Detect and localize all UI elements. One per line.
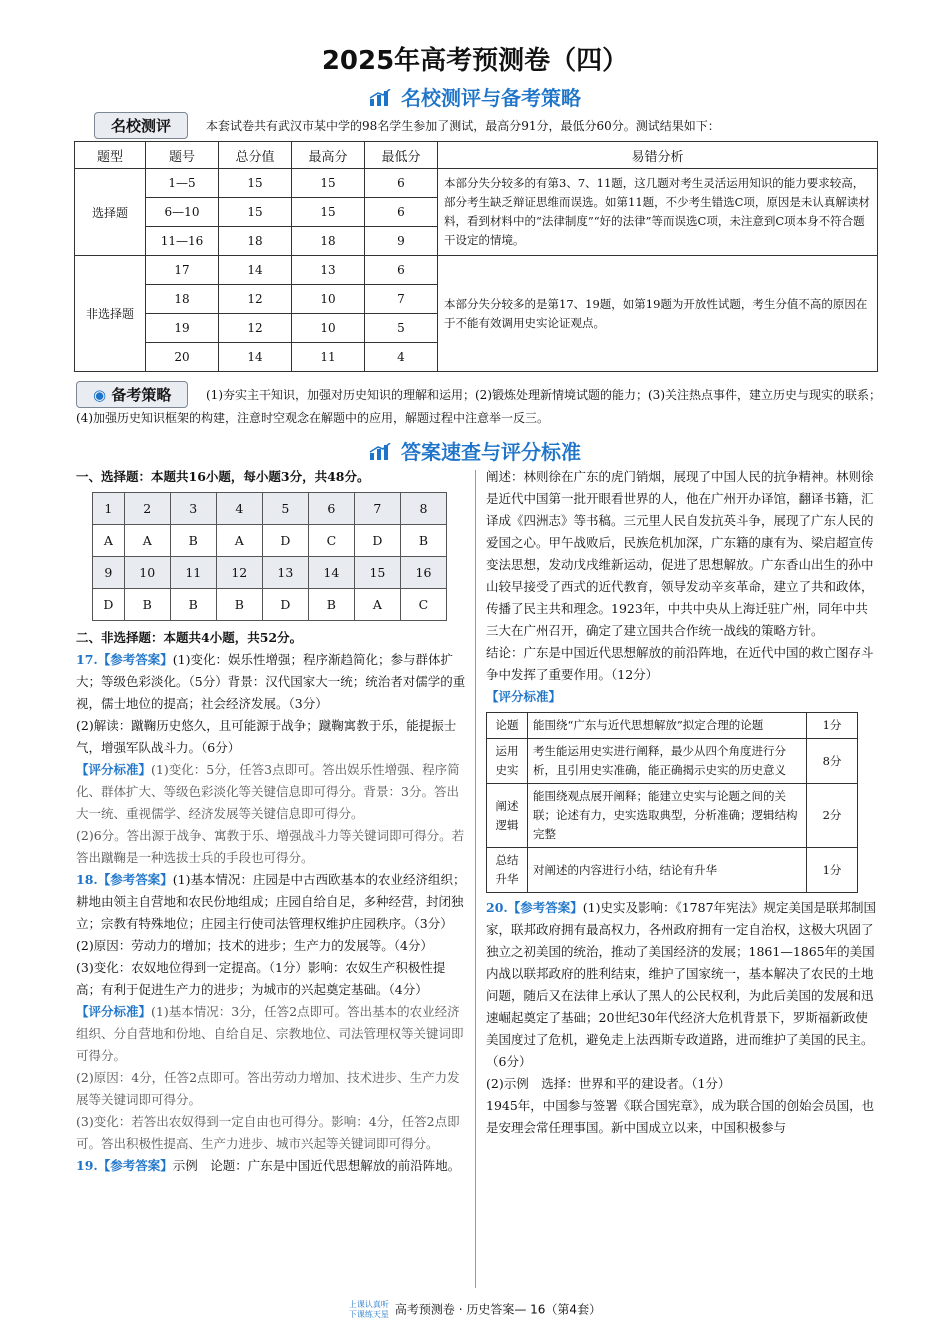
group-type: 选择题 (75, 169, 146, 256)
q20-answer-1 (486, 897, 878, 1073)
question-number: 13 (262, 557, 308, 589)
header-cell: 最低分 (365, 142, 438, 169)
answer-heading (0, 436, 950, 465)
answer-letter: C (308, 525, 354, 557)
table-cell: 6 (365, 256, 438, 285)
table-cell: 6 (365, 198, 438, 227)
score-label: 【评分标准】 (76, 762, 152, 777)
question-number: 1 (93, 493, 125, 525)
question-number: 9 (93, 557, 125, 589)
header-cell: 最高分 (292, 142, 365, 169)
q19-conclusion: 结论：广东是中国近代思想解放的前沿阵地，在近代中国的救亡图存斗争中发挥了重要作用。（12分） (486, 645, 874, 682)
q20-answer-part1: (1)史实及影响：《1787年宪法》规定美国是联邦制国家，联邦政府拥有最高权力，各州政府拥有一定自治权，这极大巩固了独立之初美国的统治，推动了美国经济的发展；1861—1865年的美国内战以联邦政府的胜利结束，维护了国家统一，基本解决了农民的土地问题，随后又在法律上承认了黑人的公民权利，为此后美国的发展和迅速崛起奠定了基础；20世纪30年代经济大危机背景下，罗斯福新政使美国度过了危机，避免走上法西斯专政道路，进而维护了美国的民主。（6分） (486, 900, 877, 1069)
right-column (486, 466, 878, 1139)
table-cell: 11—16 (146, 227, 219, 256)
table-cell: 13 (292, 256, 365, 285)
ref-label: 【参考答案】 (507, 900, 583, 915)
rubric-desc: 能围绕“广东与近代思想解放”拟定合理的论题 (528, 713, 807, 739)
column-divider (475, 470, 476, 1288)
answer-letter: D (93, 589, 125, 621)
rubric-key: 运用史实 (487, 739, 528, 784)
school-test-intro: 本套试卷共有武汉市某中学的98名学生参加了测试，最高分91分，最低分60分。测试结果如下： (206, 119, 720, 133)
table-cell: 4 (365, 343, 438, 372)
target-icon: ◉ (93, 386, 107, 404)
score-label: 【评分标准】 (76, 1004, 152, 1019)
bar-chart-icon (369, 443, 391, 461)
question-number: 5 (262, 493, 308, 525)
ref-label: 【参考答案】 (97, 1158, 173, 1173)
table-cell: 14 (219, 343, 292, 372)
table-cell: 19 (146, 314, 219, 343)
table-cell: 9 (365, 227, 438, 256)
table-cell: 20 (146, 343, 219, 372)
q17-answer-part1: (1)变化：娱乐性增强；程序渐趋简化；参与群体扩大；等级色彩淡化。（5分）背景：汉代国家大一统；统治者对儒学的重视，儒士地位的提高；社会经济发展。（3分） (76, 652, 466, 711)
answer-letter: A (216, 525, 262, 557)
score-label: 【评分标准】 (486, 689, 562, 704)
q18-answer-part1: (1)基本情况：庄园是中古西欧基本的农业经济组织；耕地由领主自营地和农民份地组成；庄园自给自足，多种经营，封闭独立；宗教有特殊地位；庄园主行使司法管理权维护庄园秩序。（3分） (76, 872, 466, 931)
answer-letter: B (170, 589, 216, 621)
q17-score-2: (2)6分。答出源于战争、寓教于乐、增强战斗力等关键词即可得分。若答出蹴鞠是一种选拔士兵的手段也可得分。 (76, 828, 465, 865)
ref-label: 【参考答案】 (97, 872, 173, 887)
table-cell: 11 (292, 343, 365, 372)
question-number: 2 (124, 493, 170, 525)
answer-letter: D (354, 525, 400, 557)
answer-letter: B (308, 589, 354, 621)
mc-heading: 一、选择题：本题共16小题，每小题3分，共48分。 (76, 469, 370, 484)
q18-answer-2: (2)原因：劳动力的增加；技术的进步；生产力的发展等。（4分） (76, 938, 433, 953)
q20-answer-3: 1945年，中国参与签署《联合国宪章》，成为联合国的创始会员国，也是安理会常任理事国。新中国成立以来，中国积极参与 (486, 1098, 875, 1135)
answer-letter: D (262, 589, 308, 621)
left-column (76, 466, 468, 1177)
q19-example: 示例 (172, 1158, 198, 1173)
table-cell: 1—5 (146, 169, 219, 198)
q18-score-2: (2)原因：4分，任答2点即可。答出劳动力增加、技术进步、生产力发展等关键词即可得分。 (76, 1070, 460, 1107)
answer-letter: A (93, 525, 125, 557)
table-cell: 18 (219, 227, 292, 256)
q17-score-1: (1)变化：5分，任答3点即可。答出娱乐性增强、程序简化、群体扩大、等级色彩淡化等关键信息即可得分。背景：3分。答出大一统、重视儒学、经济发展等关键信息即可得分。 (76, 762, 460, 821)
question-number: 14 (308, 557, 354, 589)
header-cell: 易错分析 (438, 142, 878, 169)
answer-letter: C (400, 589, 446, 621)
q19-number: 19. (76, 1158, 98, 1173)
q18-answer-1 (76, 869, 468, 935)
header-cell: 总分值 (219, 142, 292, 169)
table-cell: 5 (365, 314, 438, 343)
answer-letter: B (216, 589, 262, 621)
rubric-score: 1分 (807, 848, 858, 893)
table-cell: 12 (219, 285, 292, 314)
q19-thesis: 论题：广东是中国近代思想解放的前沿阵地。 (210, 1158, 461, 1173)
rubric-score: 2分 (807, 784, 858, 848)
q18-answer-3: (3)变化：农奴地位得到一定提高。（1分）影响：农奴生产积极性提高；有利于促进生产力的进步；为城市的兴起奠定基础。（4分） (76, 960, 446, 997)
page-title: 2025年高考预测卷（四） (321, 46, 629, 76)
evaluation-heading (0, 82, 950, 111)
table-cell: 10 (292, 285, 365, 314)
rubric-desc: 能围绕观点展开阐释；能建立史实与论题之间的关联；论述有力，史实选取典型，分析准确；逻辑结构完整 (528, 784, 807, 848)
answer-letter: A (354, 589, 400, 621)
q19-argument: 阐述：林则徐在广东的虎门销烟，展现了中国人民的抗争精神。林则徐是近代中国第一批开眼看世界的人，他在广州开办译馆，翻译书籍，汇译成《四洲志》等书稿。三元里人民自发抗英斗争，展现了广东人民的爱国之心。甲午战败后，民族危机加深，广东籍的康有为、梁启超宣传变法思想，发动戊戌维新运动，促进了思想解放。广东香山出生的孙中山较早接受了西式的近代教育，领导发动辛亥革命，建立了共和政体，传播了民主共和理念。1923年，中共中央从上海迁驻广州，同年中共三大在广州召开，确定了建立国共合作统一战线的策略方针。 (486, 469, 874, 638)
evaluation-heading-text: 名校测评与备考策略 (401, 86, 581, 110)
q20-answer-2: (2)示例 选择：世界和平的建设者。（1分） (486, 1076, 731, 1091)
q17-answer-1 (76, 649, 468, 715)
table-cell: 12 (219, 314, 292, 343)
analysis-cell: 本部分失分较多的有第3、7、11题，这几题对考生灵活运用知识的能力要求较高，部分考生缺乏辩证思维而误选。如第11题，不少考生错选C项，原因是未认真解读材料，看到材料中的“法律制度”“好的法律”等而误选C项，未注意到C项本身不符合题干设定的情境。 (438, 169, 878, 256)
header-cell: 题型 (75, 142, 146, 169)
q19-rubric-table (486, 712, 858, 893)
stats-table (74, 141, 878, 372)
rubric-key: 阐述逻辑 (487, 784, 528, 848)
answer-letter: B (124, 589, 170, 621)
table-cell: 6—10 (146, 198, 219, 227)
q17-answer-2: (2)解读：蹴鞠历史悠久，且可能源于战争；蹴鞠寓教于乐，能提振士气，增强军队战斗力。（6分） (76, 718, 457, 755)
rubric-key: 论题 (487, 713, 528, 739)
question-number: 8 (400, 493, 446, 525)
q19-start (76, 1155, 468, 1177)
question-number: 11 (170, 557, 216, 589)
answer-letter: B (400, 525, 446, 557)
footer-logo (349, 1300, 389, 1320)
table-cell: 17 (146, 256, 219, 285)
answer-letter: D (262, 525, 308, 557)
table-cell: 7 (365, 285, 438, 314)
footer-text: 高考预测卷 · 历史答案— 16（第4套） (394, 1302, 602, 1317)
page-footer (0, 1300, 950, 1320)
question-number: 15 (354, 557, 400, 589)
table-cell: 18 (292, 227, 365, 256)
q20-number: 20. (486, 900, 508, 915)
school-test-tag: 名校测评 (94, 112, 188, 139)
table-cell: 14 (219, 256, 292, 285)
table-cell: 15 (292, 198, 365, 227)
table-cell: 6 (365, 169, 438, 198)
table-cell: 10 (292, 314, 365, 343)
question-number: 16 (400, 557, 446, 589)
strategy-tag-label: 备考策略 (111, 386, 172, 404)
bar-chart-icon (369, 89, 391, 107)
table-cell: 18 (146, 285, 219, 314)
rubric-score: 8分 (807, 739, 858, 784)
strategy-text: (1)夯实主干知识，加强对历史知识的理解和运用；(2)锻炼处理新情境试题的能力；(3)关注热点事件，建立历史与现实的联系；(4)加强历史知识框架的构建，注意时空观念在解题中的应用，解题过程中注意举一反三。 (76, 388, 881, 425)
header-cell: 题号 (146, 142, 219, 169)
question-number: 3 (170, 493, 216, 525)
q18-number: 18. (76, 872, 98, 887)
rubric-desc: 考生能运用史实进行阐释，最少从四个角度进行分析，且引用史实准确，能正确揭示史实的历史意义 (528, 739, 807, 784)
q18-score-3: (3)变化：若答出农奴得到一定自由也可得分。影响：4分，任答2点即可。答出积极性提高、生产力进步、城市兴起等关键词即可得分。 (76, 1114, 460, 1151)
rubric-key: 总结升华 (487, 848, 528, 893)
answer-letter: A (124, 525, 170, 557)
mc-answer-table (92, 492, 447, 621)
question-number: 12 (216, 557, 262, 589)
ref-label: 【参考答案】 (97, 652, 173, 667)
analysis-cell: 本部分失分较多的是第17、19题，如第19题为开放性试题，考生分值不高的原因在于不能有效调用史实论证观点。 (438, 256, 878, 372)
table-cell: 15 (219, 198, 292, 227)
logo-line-1: 上课认真听 (348, 1300, 389, 1309)
nonmc-heading: 二、非选择题：本题共4小题，共52分。 (76, 630, 303, 645)
q18-score-1: (1)基本情况：3分，任答2点即可。答出基本的农业经济组织、分自营地和份地、自给自足、宗教地位、司法管理权等关键词即可得分。 (76, 1004, 464, 1063)
question-number: 4 (216, 493, 262, 525)
answer-letter: B (170, 525, 216, 557)
q17-number: 17. (76, 652, 98, 667)
group-type: 非选择题 (75, 256, 146, 372)
rubric-score: 1分 (807, 713, 858, 739)
logo-line-2: 下课练天星 (348, 1310, 389, 1319)
question-number: 7 (354, 493, 400, 525)
answer-heading-text: 答案速查与评分标准 (401, 440, 581, 464)
rubric-desc: 对阐述的内容进行小结，结论有升华 (528, 848, 807, 893)
table-cell: 15 (292, 169, 365, 198)
table-cell: 15 (219, 169, 292, 198)
question-number: 10 (124, 557, 170, 589)
question-number: 6 (308, 493, 354, 525)
